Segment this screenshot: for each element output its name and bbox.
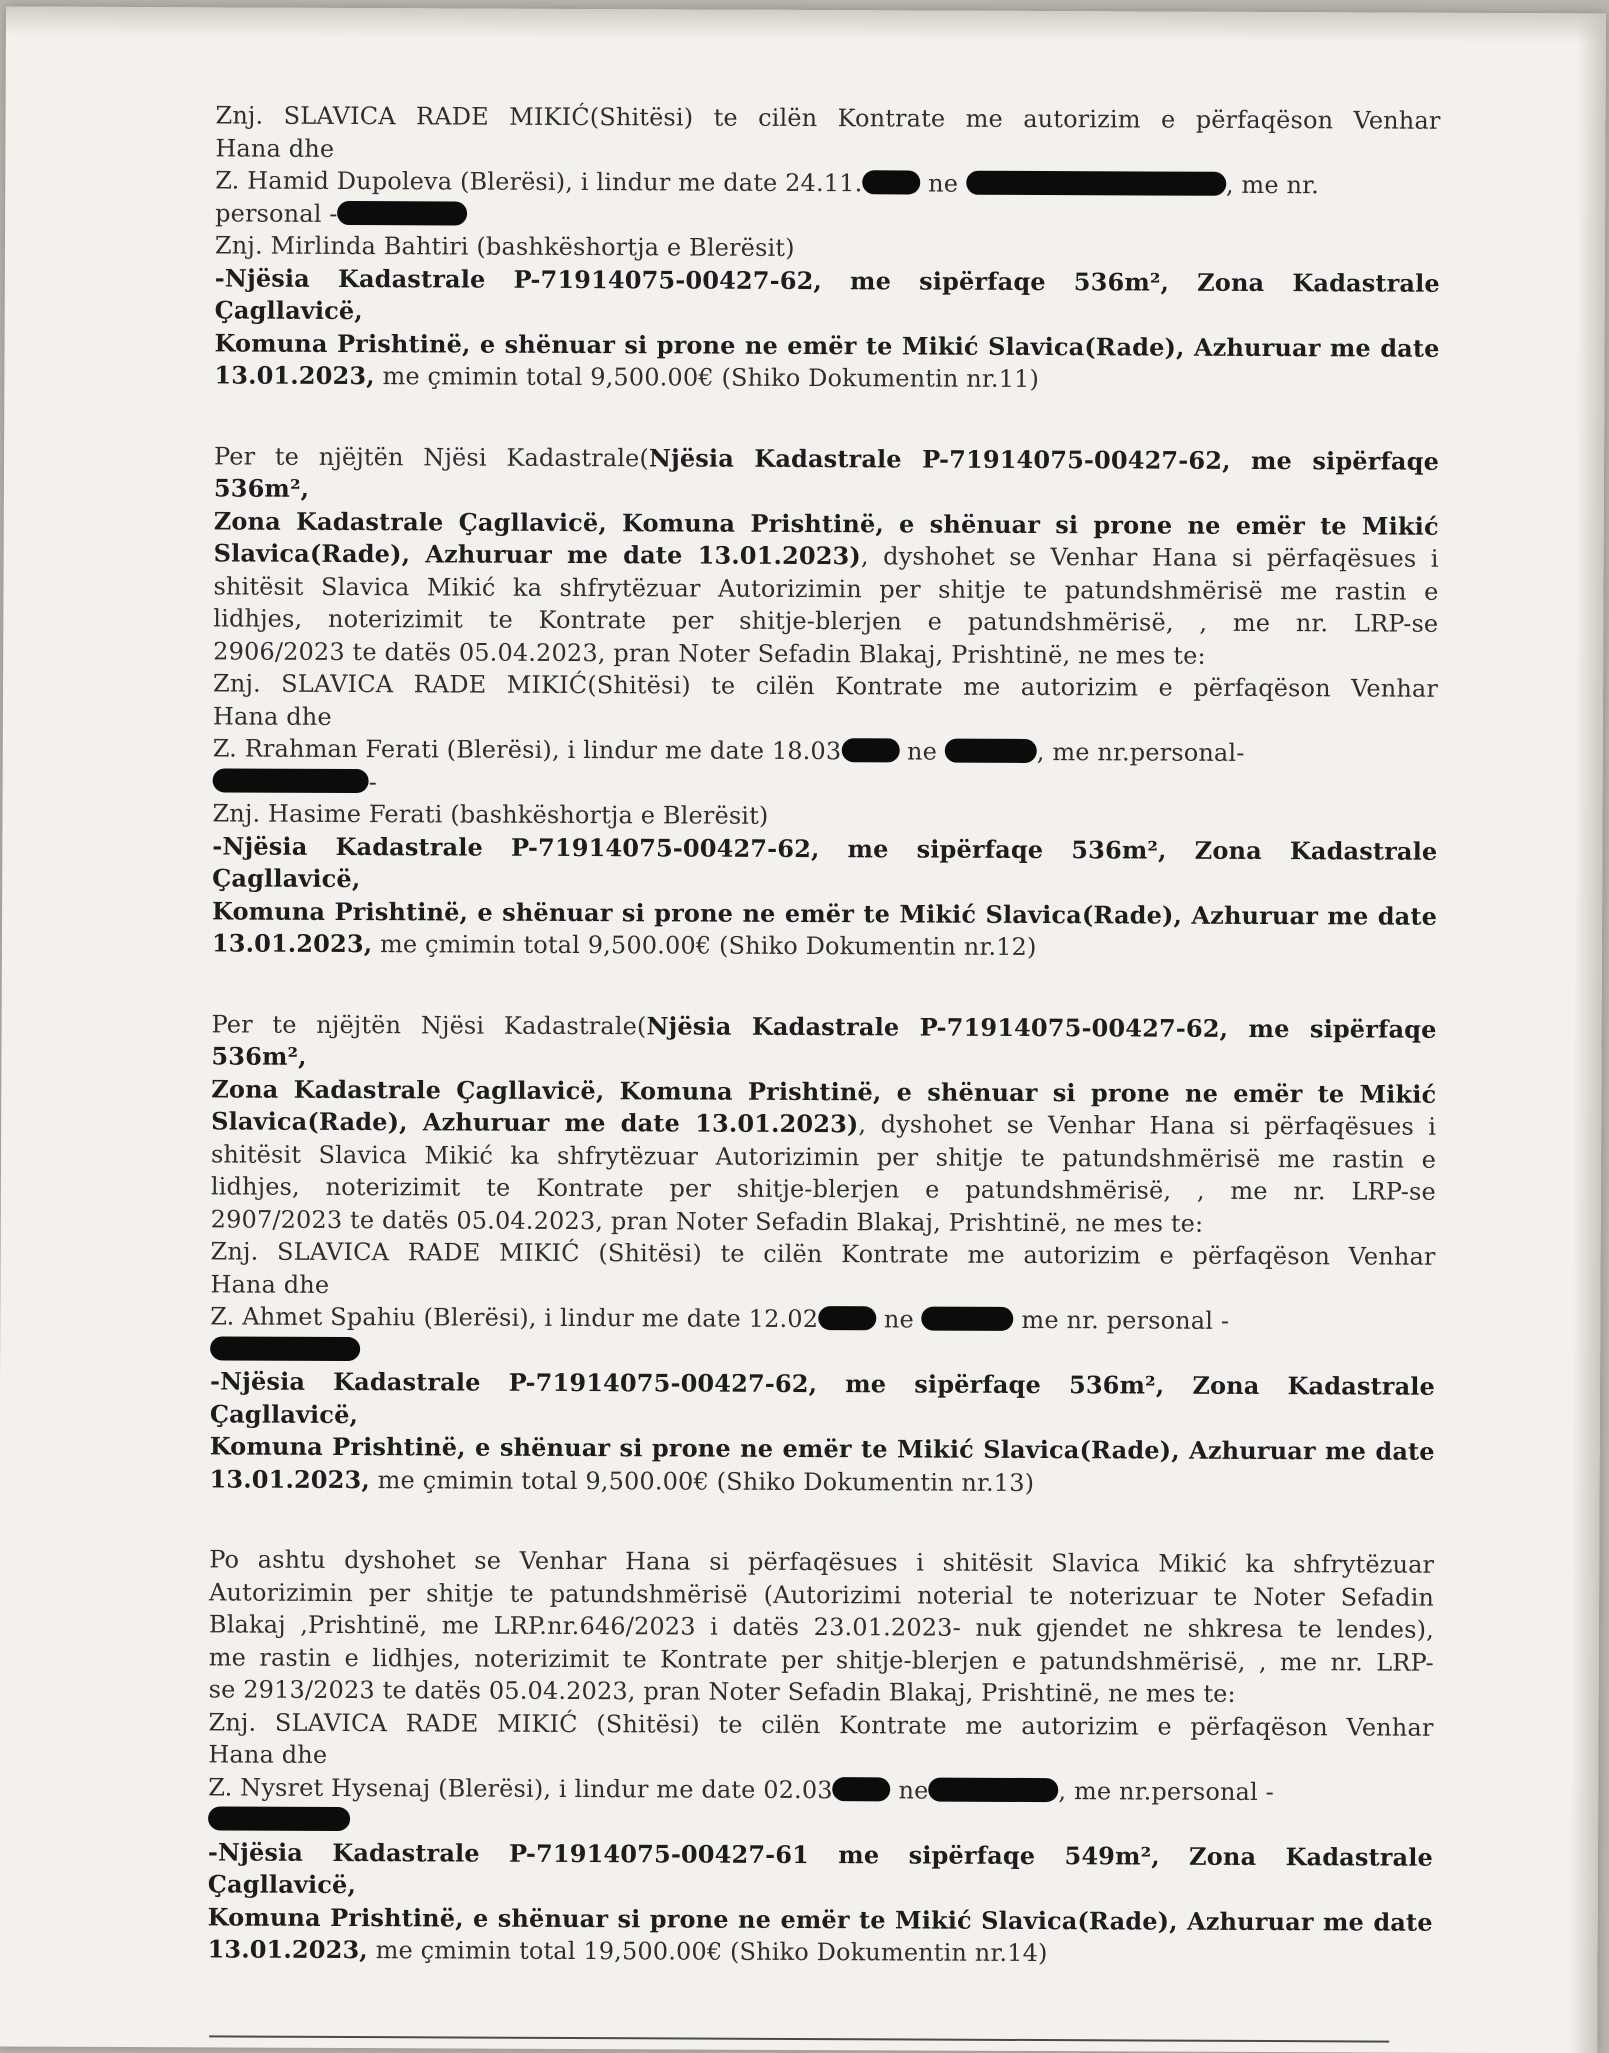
text-span: , me nr.personal- <box>1036 738 1245 767</box>
redaction-mark <box>210 1336 360 1361</box>
text-span: Z. Hamid Dupoleva (Blerësi), i lindur me date 24.11. <box>215 166 863 198</box>
text-span: Njësia Kadastrale P-71914075-00427-62, me sipërfaqe 536m², <box>213 442 1440 503</box>
text-span: Per te njëjtën Njësi Kadastrale( <box>211 1009 647 1040</box>
text-span: 13.01.2023, <box>211 928 373 959</box>
parcel-line: Komuna Prishtinë, e shënuar si prone ne emër te Mikić Slavica(Rade), Azhuruar me date <box>207 1901 1433 1937</box>
text-span: Z. Ahmet Spahiu (Blerësi), i lindur me date 12.02 <box>210 1302 819 1334</box>
parcel-line: Komuna Prishtinë, e shënuar si prone ne emër te Mikić Slavica(Rade), Azhuruar me date <box>214 327 1440 363</box>
text-line: Znj. SLAVICA RADE MIKIĆ(Shitësi) te cilën Kontrate me autorizim e përfaqëson Venhar <box>215 101 1441 135</box>
redaction-mark <box>208 1806 350 1831</box>
text-span: ne <box>899 737 945 766</box>
redaction-mark <box>841 738 899 762</box>
text-span: ne <box>890 1775 929 1805</box>
buyer-line-2 <box>208 1803 1433 1841</box>
text-span: 13.01.2023, <box>214 360 375 391</box>
spouse-line: Znj. Hasime Ferati (bashkëshortja e Blerësit) <box>212 799 769 830</box>
text-span: Njësia Kadastrale P-71914075-00427-62, me sipërfaqe 536m², <box>211 1010 1437 1071</box>
redaction-mark <box>928 1777 1058 1802</box>
redaction-mark <box>818 1306 876 1330</box>
text-span: , dyshohet se Venhar Hana si përfaqësues i <box>860 542 1439 573</box>
text-line: Po ashtu dyshohet se Venhar Hana si përfaqësues i shitësit Slavica Mikić ka shfrytëzuar <box>209 1545 1435 1579</box>
section-4 <box>207 1543 1434 1971</box>
text-span: , dyshohet se Venhar Hana si përfaqësues i <box>858 1110 1437 1141</box>
buyer-line-2 <box>213 765 1438 803</box>
text-span: 13.01.2023, <box>209 1463 370 1494</box>
text-span: me çmimin total 9,500.00€ (Shiko Dokumentin nr.13) <box>369 1465 1035 1497</box>
redaction-mark <box>213 768 369 793</box>
document-body <box>207 99 1440 1971</box>
parcel-line: -Njësia Kadastrale P-71914075-00427-61 me sipërfaqe 549m², Zona Kadastrale Çagllavicë, <box>207 1836 1434 1900</box>
redaction-mark <box>862 170 920 194</box>
parcel-line: Komuna Prishtinë, e shënuar si prone ne emër te Mikić Slavica(Rade), Azhuruar me date <box>209 1431 1435 1466</box>
text-span: me nr. personal - <box>1013 1305 1230 1335</box>
text-span: Per te njëjtën Njësi Kadastrale( <box>213 441 650 472</box>
section-1 <box>214 99 1440 397</box>
text-line: Zona Kadastrale Çagllavicë, Komuna Prishtinë, e shënuar si prone ne emër te Mikić <box>213 505 1439 541</box>
text-span: Z. Nysret Hysenaj (Blerësi), i lindur me date 02.03 <box>208 1772 833 1804</box>
text-line: se 2913/2023 te datës 05.04.2023, pran Noter Sefadin Blakaj, Prishtinë, ne mes te: <box>208 1675 1236 1708</box>
text-line <box>211 1008 1436 1078</box>
buyer-line-2 <box>210 1333 1435 1371</box>
text-span: Slavica(Rade), Azhuruar me date 13.01.2023) <box>211 1106 859 1139</box>
parcel-line: -Njësia Kadastrale P-71914075-00427-62, me sipërfaqe 536m², Zona Kadastrale Çagllavicë, <box>212 830 1438 894</box>
text-line: shitësit Slavica Mikić ka shfrytëzuar Autorizimin per shitje te patundshmërisë me rastin e <box>210 1139 1437 1174</box>
text-line <box>214 440 1439 510</box>
redaction-mark <box>338 200 468 225</box>
text-span: me çmimin total 9,500.00€ (Shiko Dokumentin nr.12) <box>372 930 1037 962</box>
parcel-price-line <box>207 1933 1432 1971</box>
scanned-page <box>0 7 1606 2053</box>
parcel-line: -Njësia Kadastrale P-71914075-00427-62, me sipërfaqe 536m², Zona Kadastrale Çagllavicë, <box>214 262 1440 326</box>
page-top-shadow <box>6 7 1606 44</box>
section-2 <box>212 440 1439 965</box>
text-span: ne <box>876 1305 922 1334</box>
text-span: , me nr.personal - <box>1058 1776 1274 1806</box>
spouse-line: Znj. Mirlinda Bahtiri (bashkëshortja e Blerësit) <box>214 231 795 262</box>
text-line <box>214 537 1439 575</box>
footer-rule <box>209 2035 1389 2042</box>
buyer-line <box>208 1771 1433 1809</box>
parcel-line: -Njësia Kadastrale P-71914075-00427-62, me sipërfaqe 536m², Zona Kadastrale Çagllavicë, <box>209 1366 1436 1429</box>
redaction-mark <box>945 739 1037 763</box>
parcel-price-line <box>210 1463 1435 1501</box>
text-line: lidhjes, noterizimit te Kontrate per shitje-blerjen e patundshmërisë, , me nr. LRP-se <box>213 604 1439 638</box>
text-line: Hana dhe <box>210 1269 330 1299</box>
redaction-mark <box>966 171 1226 196</box>
text-line: Hana dhe <box>212 701 332 731</box>
text-line <box>211 1105 1436 1143</box>
text-line: Znj. SLAVICA RADE MIKIĆ (Shitësi) te cilën Kontrate me autorizim e përfaqëson Venhar <box>208 1707 1434 1742</box>
buyer-line <box>213 732 1438 770</box>
text-line: Zona Kadastrale Çagllavicë, Komuna Prishtinë, e shënuar si prone ne emër te Mikić <box>211 1073 1437 1109</box>
text-line: Znj. SLAVICA RADE MIKIĆ (Shitësi) te cilën Kontrate me autorizim e përfaqëson Venhar <box>210 1237 1436 1271</box>
parcel-price-line <box>214 359 1439 397</box>
page-right-shadow <box>1569 13 1606 2053</box>
text-line: Hana dhe <box>215 133 335 163</box>
text-line: Hana dhe <box>208 1740 328 1769</box>
text-span: Z. Rrahman Ferati (Blerësi), i lindur me date 18.03 <box>212 734 842 766</box>
text-line: me rastin e lidhjes, noterizimit te Kontrate per shitje-blerjen e patundshmërisë, , me nr. LRP- <box>208 1642 1434 1677</box>
text-line: lidhjes, noterizimit te Kontrate per shitje-blerjen e patundshmërisë, , me nr. LRP-se <box>210 1172 1436 1206</box>
section-3 <box>210 1008 1437 1501</box>
text-line: 2906/2023 te datës 05.04.2023, pran Noter Sefadin Blakaj, Prishtinë, ne mes te: <box>213 636 1206 670</box>
text-line: Znj. SLAVICA RADE MIKIĆ(Shitësi) te cilën Kontrate me autorizim e përfaqëson Venhar <box>212 669 1439 703</box>
redaction-mark <box>833 1777 891 1801</box>
buyer-line <box>210 1300 1435 1338</box>
text-line: Autorizimin per shitje te patundshmërisë (Autorizimi noterial te noterizuar te Noter Sefadin <box>209 1577 1435 1612</box>
buyer-line <box>215 164 1440 202</box>
buyer-line-2 <box>215 197 1440 235</box>
text-span: ne <box>920 169 966 198</box>
text-line: Blakaj ,Prishtinë, me LRP.nr.646/2023 i datës 23.01.2023- nuk gjendet ne shkresa te lendes), <box>208 1610 1434 1644</box>
text-span: , me nr. <box>1225 170 1319 200</box>
parcel-price-line <box>212 927 1437 965</box>
text-span: - <box>368 767 377 796</box>
text-span: me çmimin total 9,500.00€ (Shiko Dokumentin nr.11) <box>374 362 1040 394</box>
text-span: 13.01.2023, <box>207 1934 368 1965</box>
text-span: personal - <box>215 198 338 228</box>
text-span: me çmimin total 19,500.00€ (Shiko Dokumentin nr.14) <box>367 1936 1048 1968</box>
text-span: Slavica(Rade), Azhuruar me date 13.01.2023) <box>213 538 862 571</box>
parcel-line: Komuna Prishtinë, e shënuar si prone ne emër te Mikić Slavica(Rade), Azhuruar me date <box>212 895 1438 931</box>
text-line: 2907/2023 te datës 05.04.2023, pran Noter Sefadin Blakaj, Prishtinë, ne mes te: <box>210 1204 1204 1238</box>
text-line: shitësit Slavica Mikić ka shfrytëzuar Autorizimin per shitje te patundshmërisë me rastin e <box>213 571 1439 606</box>
redaction-mark <box>922 1307 1014 1331</box>
